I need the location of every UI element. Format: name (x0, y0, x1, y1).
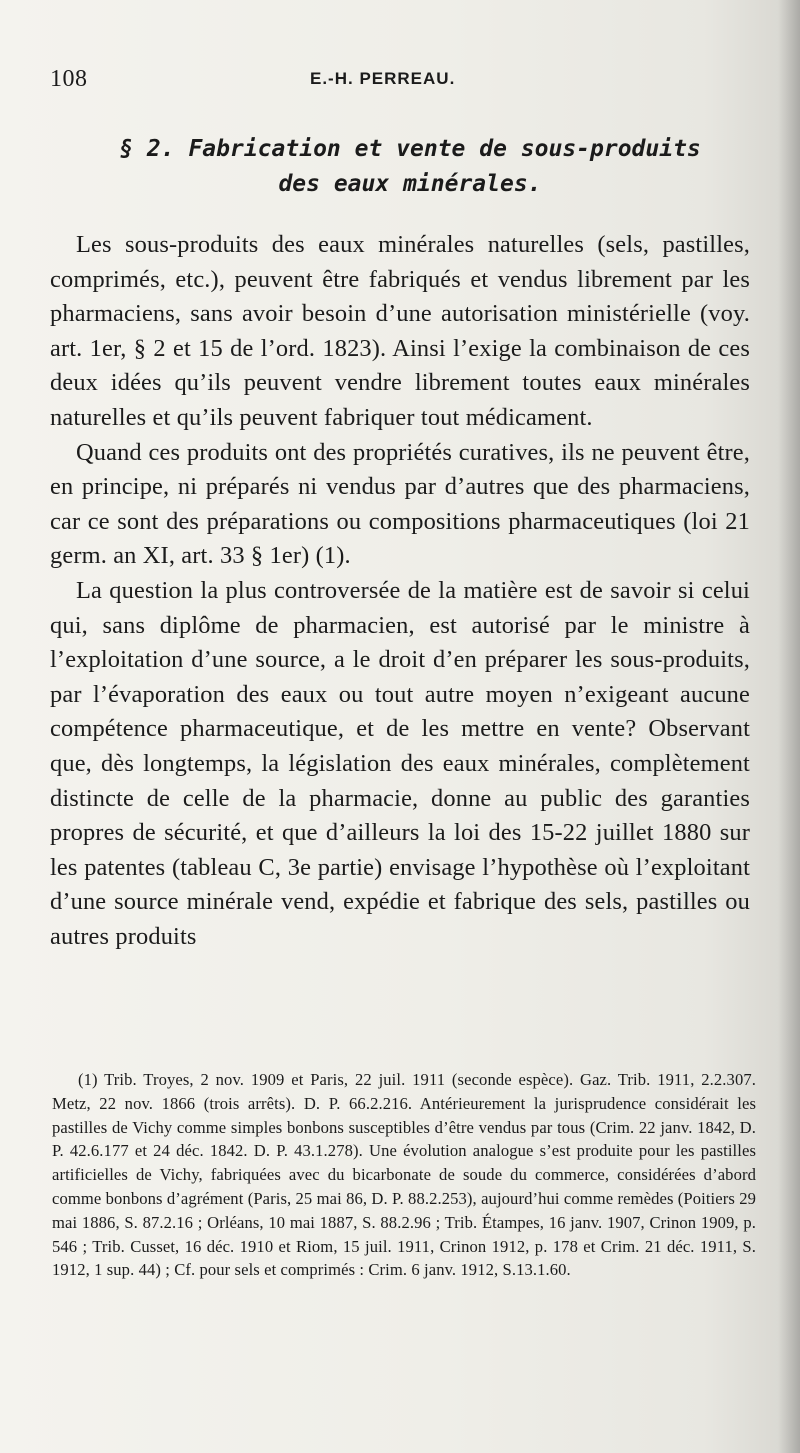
page-header (50, 66, 740, 96)
paragraph-2: Quand ces produits ont des propriétés curatives, ils ne peuvent être, en principe, ni préparés ni vendus par d’autres que des pharmaciens, car ce sont des préparations ou compositions pharmaceutiques (loi 21 germ. an XI, art. 33 § 1er) (1). (50, 438, 750, 570)
section-title-line-2: des eaux minérales. (278, 171, 542, 197)
section-title-line-1: § 2. Fabrication et vente de sous-produits (119, 136, 701, 162)
page-shadow-edge (778, 0, 800, 1453)
section-title (80, 132, 740, 202)
body-text (50, 228, 750, 954)
page-number: 108 (50, 66, 88, 92)
running-head: E.-H. PERREAU. (310, 69, 456, 88)
paragraph-3: La question la plus controversée de la matière est de savoir si celui qui, sans diplôme de pharmacien, est autorisé par le ministre à l’exploitation d’une source, a le droit d’en préparer les sous-produits, par l’évaporation des eaux ou tout autre moyen n’exigeant aucune compétence pharmaceutique, et de les mettre en vente? Observant que, dès longtemps, la législation des eaux minérales, complètement distincte de celle de la pharmacie, donne au public des garanties propres de sécurité, et que d’ailleurs la loi des 15-22 juillet 1880 sur les patentes (tableau C, 3e partie) envisage l’hypothèse où l’exploitant d’une source minérale vend, expédie et fabrique des sels, pastilles ou autres produits (50, 576, 750, 950)
paragraph-1: Les sous-produits des eaux minérales naturelles (sels, pastilles, comprimés, etc.), peuvent être fabriqués et vendus librement par les pharmaciens, sans avoir besoin d’une autorisation ministérielle (voy. art. 1er, § 2 et 15 de l’ord. 1823). Ainsi l’exige la combinaison de ces deux idées qu’ils peuvent vendre librement toutes eaux minérales naturelles et qu’ils peuvent fabriquer tout médicament. (50, 231, 750, 431)
footnotes (52, 1068, 756, 1282)
footnote-1: (1) Trib. Troyes, 2 nov. 1909 et Paris, 22 juil. 1911 (seconde espèce). Gaz. Trib. 1911, 2.2.307. Metz, 22 nov. 1866 (trois arrêts). D. P. 66.2.216. Antérieurement la jurisprudence considérait les pastilles de Vichy comme simples bonbons susceptibles d’être vendus par tous (Crim. 22 janv. 1842, D. P. 42.6.177 et 24 déc. 1842. D. P. 43.1.278). Une évolution analogue s’est produite pour les pastilles artificielles de Vichy, fabriquées avec du bicarbonate de soude du commerce, considérées d’abord comme bonbons d’agrément (Paris, 25 mai 86, D. P. 88.2.253), aujourd’hui comme remèdes (Poitiers 29 mai 1886, S. 87.2.16 ; Orléans, 10 mai 1887, S. 88.2.96 ; Trib. Étampes, 16 janv. 1907, Crinon 1909, p. 546 ; Trib. Cusset, 16 déc. 1910 et Riom, 15 juil. 1911, Crinon 1912, p. 178 et Crim. 21 déc. 1911, S. 1912, 1 sup. 44) ; Cf. pour sels et comprimés : Crim. 6 janv. 1912, S.13.1.60. (52, 1070, 756, 1280)
